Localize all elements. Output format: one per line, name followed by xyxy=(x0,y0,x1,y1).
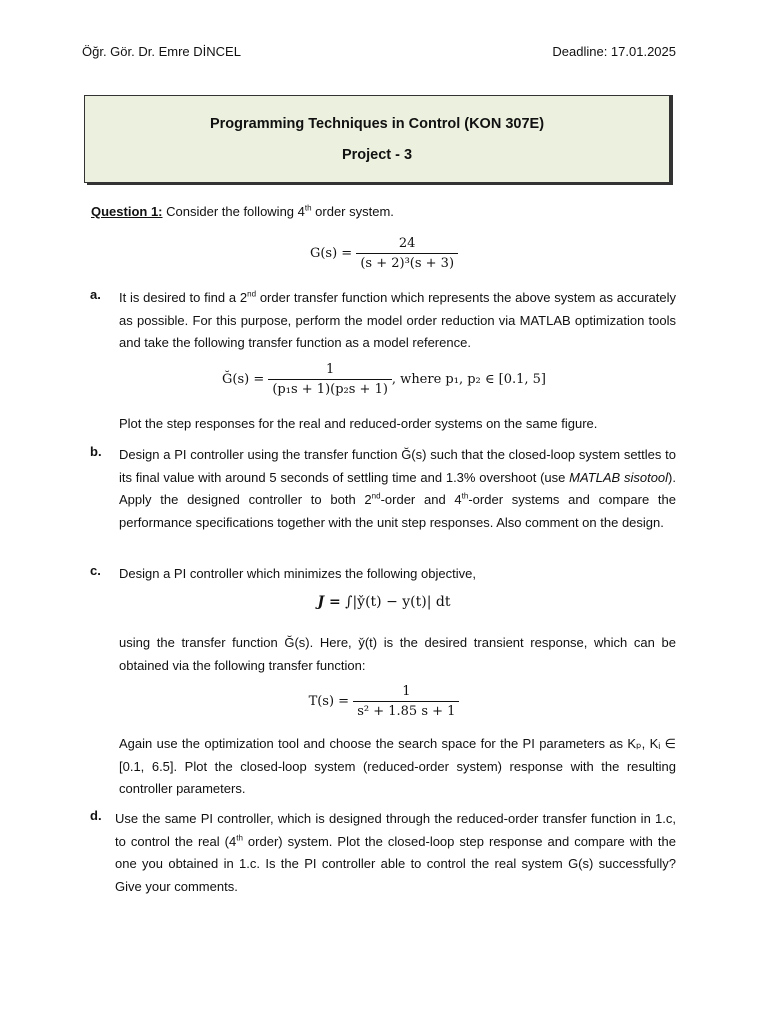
deadline: Deadline: 17.01.2025 xyxy=(552,44,676,59)
equation-t: T(s) = $\frac{1}{\text{s² + 1.85 s + 1}}$ xyxy=(0,684,768,719)
part-a-plot-text: Plot the step responses for the real and reduced-order systems on the same figure. xyxy=(119,416,598,431)
part-b-text: Design a PI controller using the transfer function Ğ(s) such that the closed-loop system settles to its final value with around 5 seconds of settling time and 1.3% overshoot (use MATLAB sisotool). Apply the designed controller to both 2nd-order and 4th-order systems and compare the performance specifications together with the unit step responses. Also comment on the design. xyxy=(119,447,677,530)
equation-j: J = ∫|y̌(t) − y(t)| dt xyxy=(317,594,451,610)
question1-intro: Question 1: Consider the following 4th order system. xyxy=(91,203,394,219)
part-b-letter: b. xyxy=(90,444,102,459)
part-d-letter: d. xyxy=(90,808,102,823)
question1-label: Question 1: xyxy=(91,204,163,219)
part-c-text-2: Again use the optimization tool and choose the search space for the PI parameters as Kₚ, Kᵢ ∈ [0.1, 6.5]. Plot the closed-loop system (reduced-order system) response with the resulting controller parameters. xyxy=(119,736,676,796)
part-c-intro: Design a PI controller which minimizes the following objective, xyxy=(119,566,476,581)
project-title: Project - 3 xyxy=(341,147,413,163)
course-title: Programming Techniques in Control (KON 307E) xyxy=(209,116,545,132)
part-a-letter: a. xyxy=(90,287,101,302)
equation-g-reduced: Ğ(s) = $\frac{1}{\text{(p₁s + 1)(p₂s + 1)}}$ , where p₁, p₂ ∈ [0.1, 5] xyxy=(221,362,546,397)
part-c-letter: c. xyxy=(90,563,101,578)
part-a-text: It is desired to find a 2nd order transfer function which represents the above system as accurately as possible. For this purpose, perform the model order reduction via MATLAB optimization tools and take the following transfer function as a model reference. xyxy=(119,289,676,350)
part-d-text: Use the same PI controller, which is designed through the reduced-order transfer function in 1.c, to control the real (4th order) system. Plot the closed-loop step response and compare with the one you obtained in 1.c. Is the PI controller able to control the real system G(s) successfully? Give your comments. xyxy=(115,811,676,894)
title-box xyxy=(84,95,670,183)
author-name: Öğr. Gör. Dr. Emre DİNCEL xyxy=(82,44,241,59)
equation-g: G(s) = $\frac{24}{\text{(s + 2)³(s + 3)}}$ xyxy=(0,236,768,271)
part-c-text-1: using the transfer function Ğ(s). Here, y̌(t) is the desired transient response, which can be obtained via the following transfer function: xyxy=(119,635,676,673)
